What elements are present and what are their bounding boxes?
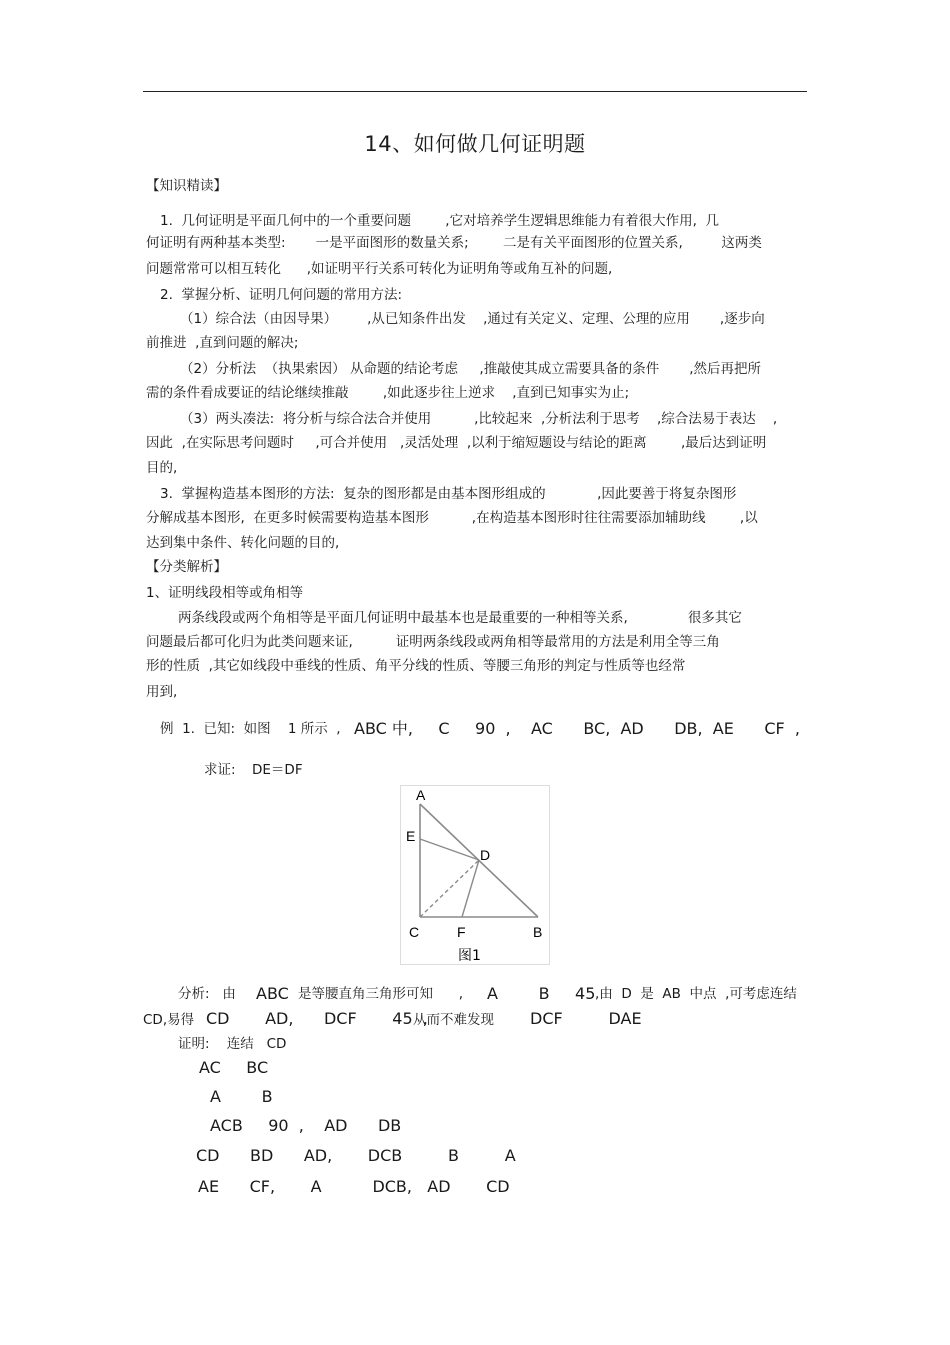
segment-DF	[462, 860, 479, 917]
method1-line1: （1）综合法（由因导果） ,从已知条件出发 ,通过有关定义、定理、公理的应用 ,逐步向	[180, 311, 765, 327]
analysis-angles: A B 45	[487, 984, 596, 1003]
point-label-A: A	[416, 787, 426, 803]
para1-line1: 1. 几何证明是平面几何中的一个重要问题 ,它对培养学生逻辑思维能力有着很大作用, 几	[160, 213, 719, 229]
para3-line1: 3. 掌握构造基本图形的方法: 复杂的图形都是由基本图形组成的 ,因此要善于将复杂图形	[160, 486, 737, 502]
category1-line1: 两条线段或两个角相等是平面几何证明中最基本也是最重要的一种相等关系, 很多其它	[178, 610, 742, 626]
proof-line-3: ACB 90 , AD DB	[210, 1116, 402, 1135]
para1-line2: 何证明有两种基本类型: 一是平面图形的数量关系; 二是有关平面图形的位置关系, 这两类	[146, 235, 762, 251]
analysis-text1: 是等腰直角三角形可知 ,	[298, 986, 464, 1002]
method3-line3: 目的,	[146, 460, 178, 476]
analysis-triangle: ABC	[256, 984, 289, 1003]
para1-line3: 问题常常可以相互转化 ,如证明平行关系可转化为证明角等或角互补的问题,	[146, 261, 613, 277]
prove-label: 求证:	[204, 762, 236, 778]
point-label-B: B	[533, 924, 543, 940]
point-label-C: C	[409, 924, 420, 940]
category1-line3: 形的性质 ,其它如线段中垂线的性质、角平分线的性质、等腰三角形的判定与性质等也经常	[146, 658, 686, 674]
category1-line4: 用到,	[146, 684, 178, 700]
analysis-line2-angles: DCF DAE	[530, 1009, 642, 1028]
prove-statement: DE＝DF	[252, 762, 303, 778]
para3-line2: 分解成基本图形, 在更多时候需要构造基本图形 ,在构造基本图形时往往需要添加辅助线 ,以	[146, 510, 758, 526]
proof-line-4: CD BD AD, DCB B A	[196, 1146, 516, 1165]
point-label-F: F	[457, 924, 466, 940]
para2-heading: 2. 掌握分析、证明几何问题的常用方法:	[160, 287, 403, 303]
method2-line1: （2）分析法 （执果索因） 从命题的结论考虑 ,推敲使其成立需要具备的条件 ,然后再把所	[180, 361, 762, 377]
analysis-line2-start: CD,易得	[143, 1012, 195, 1028]
method3-line2: 因此 ,在实际思考问题时 ,可合并使用 ,灵活处理 ,以利于缩短题设与结论的距离 ,最后达到证明	[146, 435, 767, 451]
proof-label: 证明: 连结 CD	[178, 1036, 287, 1052]
proof-line-5: AE CF, A DCB, AD CD	[198, 1177, 510, 1196]
page-title: 14、如何做几何证明题	[364, 132, 586, 156]
analysis-label: 分析: 由	[178, 986, 236, 1002]
segment-ED	[420, 839, 479, 860]
point-label-D: D	[480, 847, 491, 863]
method2-line2: 需的条件看成要证的结论继续推敲 ,如此逐步往上逆求 ,直到已知事实为止;	[146, 385, 630, 401]
category1-line2: 问题最后都可化归为此类问题来证, 证明两条线段或两角相等最常用的方法是利用全等三角	[146, 634, 720, 650]
section-knowledge: 【知识精读】	[146, 178, 227, 194]
figure-caption: 图1	[458, 948, 481, 964]
point-label-E: E	[406, 828, 416, 844]
proof-line-1: AC BC	[199, 1058, 269, 1077]
analysis-line2-text: 从而不难发现	[413, 1012, 494, 1028]
example1-given: ABC 中, C 90 , AC BC, AD DB, AE CF ,	[354, 719, 800, 738]
example1-label: 例 1. 已知: 如图 1 所示 ,	[160, 721, 341, 737]
method3-line1: （3）两头凑法: 将分析与综合法合并使用 ,比较起来 ,分析法利于思考 ,综合法易于表达 ,	[180, 411, 778, 427]
analysis-line2-relations: CD AD, DCF 45 ,	[206, 1009, 428, 1028]
section-analysis: 【分类解析】	[146, 559, 227, 575]
proof-line-2: A B	[210, 1087, 273, 1106]
analysis-text2: ,由 D 是 AB 中点 ,可考虑连结	[595, 986, 797, 1002]
method1-line2: 前推进 ,直到问题的解决;	[146, 335, 299, 351]
triangle-figure	[400, 785, 550, 965]
header-rule	[143, 91, 807, 92]
para3-line3: 达到集中条件、转化问题的目的,	[146, 535, 340, 551]
category1-heading: 1、证明线段相等或角相等	[146, 585, 304, 601]
